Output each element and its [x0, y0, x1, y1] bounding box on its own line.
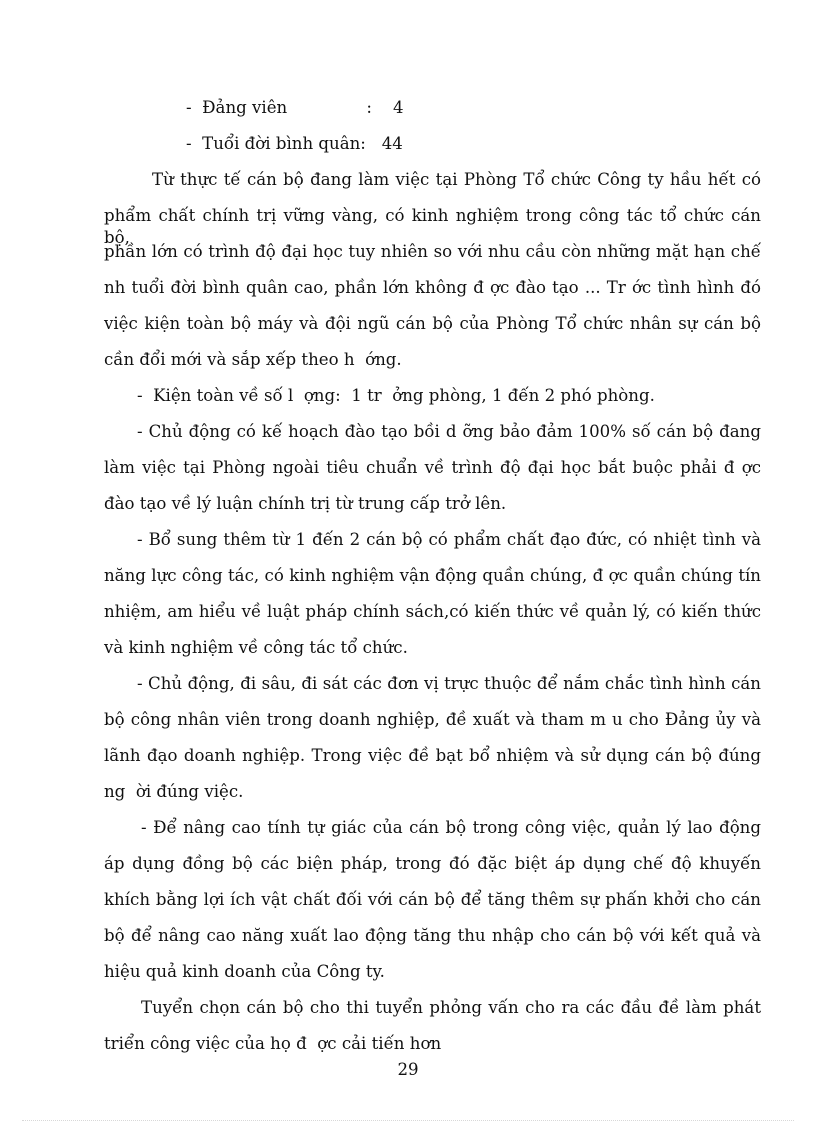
- paragraph-line: đào tạo về lý luận chính trị từ trung cấp trở lên.: [104, 494, 507, 513]
- bullet-line: - Chủ động, đi sâu, đi sát các đơn vị trực thuộc để nắm chắc tình hình cán: [137, 674, 761, 693]
- bullet-line: - Để nâng cao tính tự giác của cán bộ trong công việc, quản lý lao động: [141, 818, 761, 837]
- paragraph-line: và kinh nghiệm về công tác tổ chức.: [104, 638, 408, 657]
- paragraph-line: ng ời đúng việc.: [104, 782, 244, 801]
- bullet-line: - Chủ động có kế hoạch đào tạo bồi d ỡng bảo đảm 100% số cán bộ đang: [137, 422, 761, 441]
- average-age-line: - Tuổi đời bình quân: 44: [186, 134, 403, 153]
- paragraph-line: áp dụng đồng bộ các biện pháp, trong đó đặc biệt áp dụng chế độ khuyến: [104, 854, 761, 873]
- paragraph-line: hiệu quả kinh doanh của Công ty.: [104, 962, 385, 981]
- paragraph-line: lãnh đạo doanh nghiệp. Trong việc đề bạt bổ nhiệm và sử dụng cán bộ đúng: [104, 746, 761, 765]
- paragraph-line: cần đổi mới và sắp xếp theo h ớng.: [104, 350, 402, 369]
- page-number: 29: [397, 1060, 419, 1079]
- paragraph-line: việc kiện toàn bộ máy và đội ngũ cán bộ của Phòng Tổ chức nhân sự cán bộ: [104, 314, 761, 333]
- paragraph-line: Tuyển chọn cán bộ cho thi tuyển phỏng vấn cho ra các đầu đề làm phát: [141, 998, 761, 1017]
- paragraph-line: nhiệm, am hiểu về luật pháp chính sách,có kiến thức về quản lý, có kiến thức: [104, 602, 761, 621]
- paragraph-line: nh tuổi đời bình quân cao, phần lớn không đ ợc đào tạo ... Tr ớc tình hình đó: [104, 278, 761, 297]
- paragraph-line: Từ thực tế cán bộ đang làm việc tại Phòng Tổ chức Công ty hầu hết có: [152, 170, 761, 189]
- paragraph-line: làm việc tại Phòng ngoài tiêu chuẩn về trình độ đại học bắt buộc phải đ ợc: [104, 458, 761, 477]
- paragraph-line: bộ công nhân viên trong doanh nghiệp, đề xuất và tham m u cho Đảng ủy và: [104, 710, 761, 729]
- bottom-divider: [22, 1120, 794, 1121]
- bullet-line: - Kiện toàn về số l ợng: 1 tr ởng phòng, 1 đến 2 phó phòng.: [137, 386, 655, 405]
- paragraph-line: bộ để nâng cao năng xuất lao động tăng thu nhập cho cán bộ với kết quả và: [104, 926, 761, 945]
- bullet-line: - Bổ sung thêm từ 1 đến 2 cán bộ có phẩm chất đạo đức, có nhiệt tình và: [137, 530, 761, 549]
- paragraph-line: triển công việc của họ đ ợc cải tiến hơn: [104, 1034, 442, 1053]
- party-member-line: - Đảng viên : 4: [186, 98, 404, 117]
- paragraph-line: phẩm chất chính trị vững vàng, có kinh nghiệm trong công tác tổ chức cán bộ,: [104, 206, 761, 247]
- paragraph-line: khích bằng lợi ích vật chất đối với cán bộ để tăng thêm sự phấn khởi cho cán: [104, 890, 761, 909]
- paragraph-line: năng lực công tác, có kinh nghiệm vận động quần chúng, đ ợc quần chúng tín: [104, 566, 761, 585]
- paragraph-line: phần lớn có trình độ đại học tuy nhiên so với nhu cầu còn những mặt hạn chế: [104, 242, 761, 261]
